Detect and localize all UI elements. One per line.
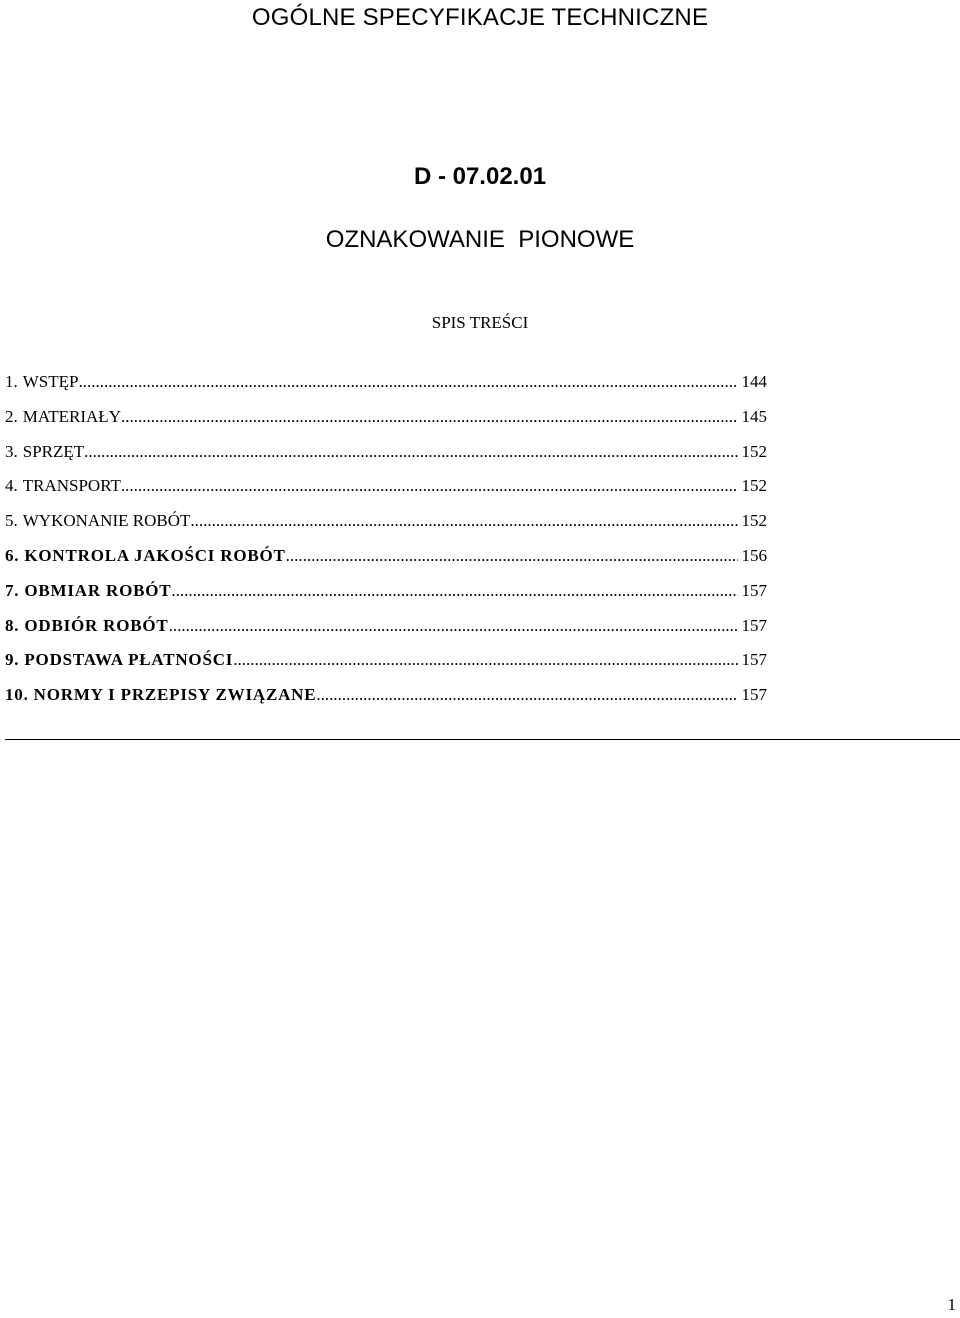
toc-item-transport[interactable]: [5, 473, 767, 508]
toc-item-label: SPRZĘT: [22, 441, 85, 461]
toc-item-number: 9.: [5, 650, 20, 670]
toc-item-podstawa-platnosci[interactable]: [5, 647, 767, 682]
toc-item-label: OBMIAR ROBÓT: [24, 580, 172, 600]
toc-item-label: PODSTAWA PŁATNOŚCI: [24, 650, 234, 670]
toc-item-number: 8.: [5, 615, 20, 635]
toc-item-kontrola-jakosci[interactable]: [5, 543, 767, 578]
toc-dot-leader: [233, 647, 737, 673]
toc-item-number: 4.: [5, 476, 18, 496]
toc-item-label: MATERIAŁY: [22, 406, 121, 426]
toc-dot-leader: [190, 508, 737, 534]
toc-item-number: 5.: [5, 511, 18, 531]
toc-item-odbior-robot[interactable]: [5, 613, 767, 648]
toc-item-page: 157: [741, 580, 767, 600]
toc-dot-leader: [171, 578, 737, 604]
toc-item-wstep[interactable]: [5, 369, 767, 404]
toc-item-page: 145: [741, 406, 767, 426]
toc-item-label: ODBIÓR ROBÓT: [24, 615, 169, 635]
toc-item-normy-i-przepisy[interactable]: [5, 682, 767, 717]
document-subject: OZNAKOWANIE PIONOWE: [325, 226, 635, 253]
horizontal-divider: [5, 739, 960, 740]
toc-heading: SPIS TREŚCI: [431, 313, 529, 332]
toc-item-number: 1.: [5, 372, 18, 391]
toc-item-page: 157: [741, 685, 767, 705]
toc-dot-leader: [78, 369, 737, 395]
toc-item-label: NORMY I PRZEPISY ZWIĄZANE: [33, 685, 317, 705]
toc-dot-leader: [316, 682, 737, 708]
toc-item-number: 3.: [5, 441, 18, 461]
toc-dot-leader: [169, 613, 738, 639]
toc-item-page: 152: [741, 441, 767, 461]
toc-item-label: TRANSPORT: [22, 476, 121, 496]
toc-item-label: WYKONANIE ROBÓT: [22, 511, 191, 531]
toc-item-label: KONTROLA JAKOŚCI ROBÓT: [24, 545, 286, 565]
toc-item-wykonanie-robot[interactable]: [5, 508, 767, 543]
toc-item-label: WSTĘP: [22, 372, 79, 391]
toc-item-number: 10.: [5, 685, 29, 705]
toc-item-page: 152: [741, 511, 767, 531]
toc-item-page: 156: [741, 545, 767, 565]
toc-item-sprzet[interactable]: [5, 439, 767, 474]
table-of-contents: [5, 369, 767, 717]
toc-dot-leader: [121, 404, 738, 430]
page-number: 1: [947, 1295, 956, 1314]
toc-item-number: 2.: [5, 406, 18, 426]
toc-item-page: 157: [741, 615, 767, 635]
toc-item-materialy[interactable]: [5, 404, 767, 439]
toc-dot-leader: [84, 439, 737, 465]
toc-item-page: 157: [741, 650, 767, 670]
toc-item-number: 7.: [5, 580, 20, 600]
document-code: D - 07.02.01: [413, 163, 547, 190]
toc-dot-leader: [286, 543, 738, 569]
toc-item-page: 144: [741, 372, 767, 391]
toc-item-page: 152: [741, 476, 767, 496]
toc-item-number: 6.: [5, 545, 20, 565]
toc-item-obmiar-robot[interactable]: [5, 578, 767, 613]
header-title: OGÓLNE SPECYFIKACJE TECHNICZNE: [251, 4, 709, 31]
toc-dot-leader: [121, 473, 738, 499]
